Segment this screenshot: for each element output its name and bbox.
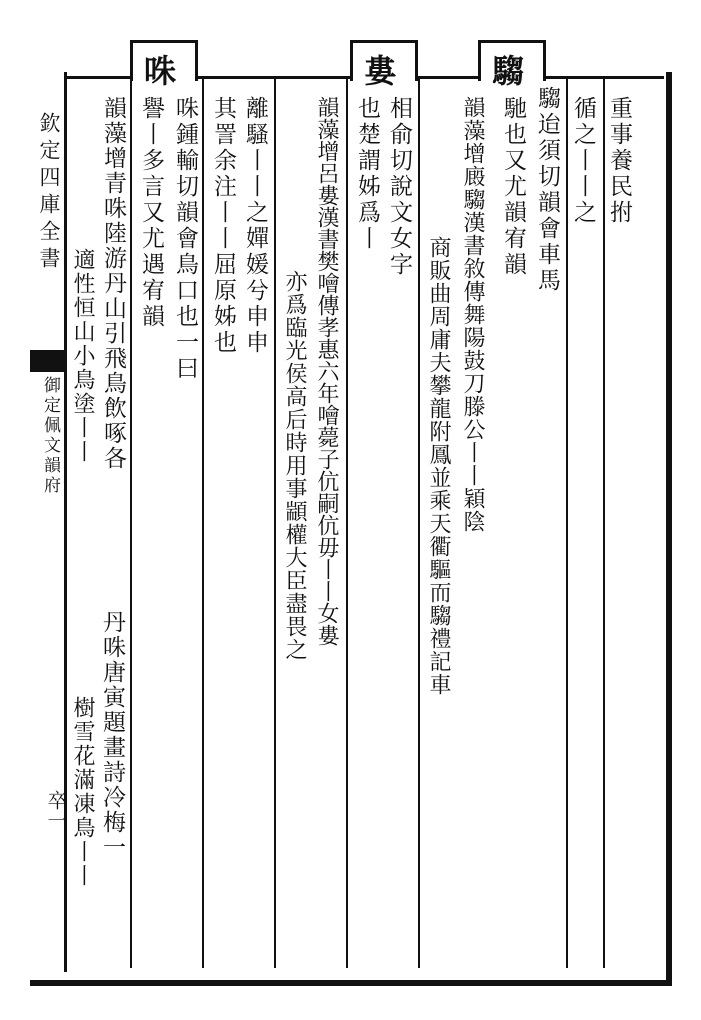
text-column: 適性恒山小鳥塗丨丨: [70, 248, 95, 464]
text-column: 譽丨多言又尤遇宥韻: [138, 96, 164, 330]
text-column: 離騷丨丨之嬋媛兮申申: [242, 96, 268, 356]
page-number: 卒一: [44, 790, 68, 830]
margin-title: 欽定四庫全書: [37, 112, 61, 274]
column-rule: [346, 78, 348, 968]
text-column: 騶迨須切韻會車馬: [534, 86, 560, 294]
text-column: 循之丨丨之: [570, 96, 596, 226]
text-column: 韻藻增呂婁漢書樊噲傳孝惠六年噲薨子伉嗣伉毋丨丨女婁: [314, 96, 339, 646]
column-rule: [566, 78, 568, 968]
text-column: 丹咮唐寅題畫詩冷梅一: [99, 610, 125, 860]
column-rule: [274, 78, 276, 968]
text-column: 相俞切說文女字: [386, 96, 412, 278]
column-rule: [418, 78, 420, 968]
margin-fishtail-mark: [30, 350, 64, 372]
margin-subtitle: 御定佩文韻府: [40, 376, 60, 496]
text-column: 商販曲周庸夫攀龍附鳳並乘天衢驅而騶禮記車: [426, 236, 451, 696]
text-column: 咮鍾輸切韻會鳥口也一曰: [172, 96, 198, 382]
heading-character: 婁: [364, 52, 397, 90]
text-column: 樹雪花滿凍鳥丨丨: [70, 696, 95, 888]
text-column: 馳也又尤韻宥韻: [500, 96, 526, 278]
text-column: 韻藻增青咮陸游丹山引飛鳥飲啄各: [100, 96, 126, 471]
text-column: 也楚謂姊爲丨: [354, 96, 380, 252]
column-rule: [202, 78, 204, 968]
heading-character: 咮: [144, 52, 177, 90]
column-rule: [603, 78, 605, 968]
column-rule: [130, 78, 132, 968]
heading-character: 騶: [492, 52, 525, 90]
column-rule: [64, 78, 66, 968]
text-column: 韻藻增廄騶漢書敘傳舞陽鼓刀滕公丨丨穎陰: [460, 96, 485, 533]
text-column: 重事養民拊: [606, 96, 632, 226]
text-column: 其詈余注丨丨屈原姊也: [210, 96, 236, 356]
text-column: 亦爲臨光侯高后時用事顓權大臣盡畏之: [282, 270, 307, 661]
